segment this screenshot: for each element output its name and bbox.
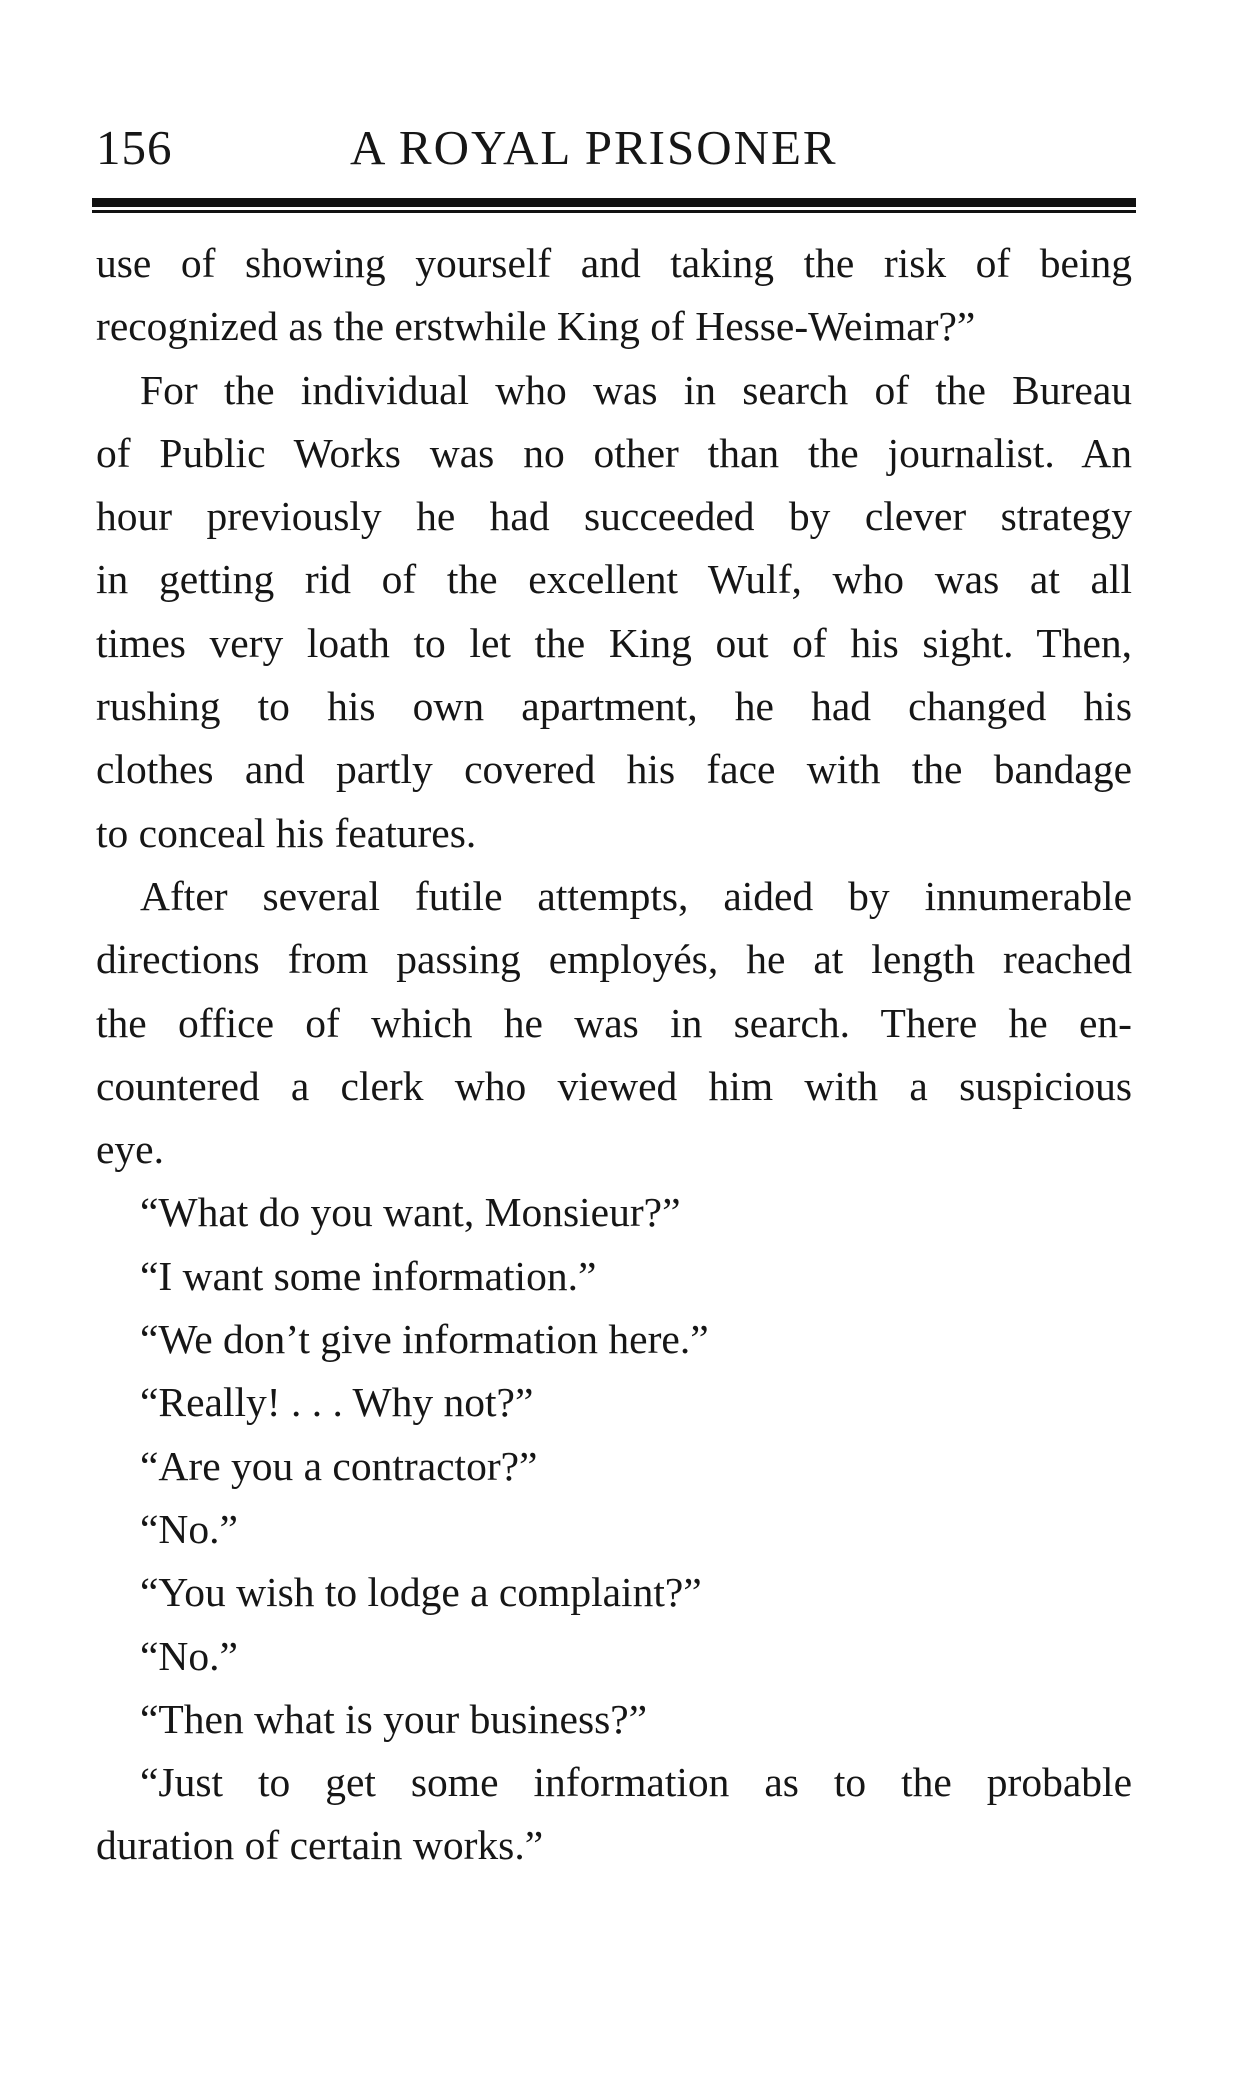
page-header [96,118,1132,178]
body-text [96,232,1132,1878]
header-rule-thick [92,198,1136,207]
text-line: “Then what is your business?” [140,1695,648,1742]
text-line: use of showing yourself and taking the risk of being [96,240,1132,286]
text-line: recognized as the erstwhile King of Hesse-Weimar?” [96,303,976,350]
text-line: clothes and partly covered his face with the bandage [96,746,1132,793]
text-line: countered a clerk who viewed him with a suspicious [96,1062,1132,1109]
text-line: “No.” [140,1505,238,1552]
text-line: “Are you a contractor?” [140,1442,538,1489]
text-line: “No.” [140,1632,238,1679]
text-line: directions from passing employés, he at length reached [96,936,1132,983]
text-line: “I want some information.” [140,1252,597,1299]
text-line: “You wish to lodge a complaint?” [140,1569,702,1616]
text-line: to conceal his features. [96,809,477,856]
text-line: For the individual who was in search of the Bureau [140,366,1132,413]
text-line: hour previously he had succeeded by clever strategy [96,493,1132,540]
text-line: rushing to his own apartment, he had changed his [96,683,1132,730]
text-line: eye. [96,1126,164,1173]
text-line: times very loath to let the King out of his sight. Then, [96,619,1132,666]
text-line: “Just to get some information as to the probable [140,1759,1132,1806]
text-line: the office of which he was in search. There he en- [96,999,1132,1046]
text-line: After several futile attempts, aided by innumerable [140,872,1132,919]
header-rule-thin [92,210,1136,213]
text-line: duration of certain works.” [96,1822,544,1869]
running-title: A ROYAL PRISONER [350,120,838,175]
text-line: in getting rid of the excellent Wulf, who was at all [96,556,1132,603]
page-number: 156 [96,120,173,175]
text-line: of Public Works was no other than the journalist. An [96,429,1132,476]
text-line: “We don’t give information here.” [140,1316,709,1363]
text-line: “Really! . . . Why not?” [140,1379,534,1426]
text-line: “What do you want, Monsieur?” [140,1189,681,1236]
